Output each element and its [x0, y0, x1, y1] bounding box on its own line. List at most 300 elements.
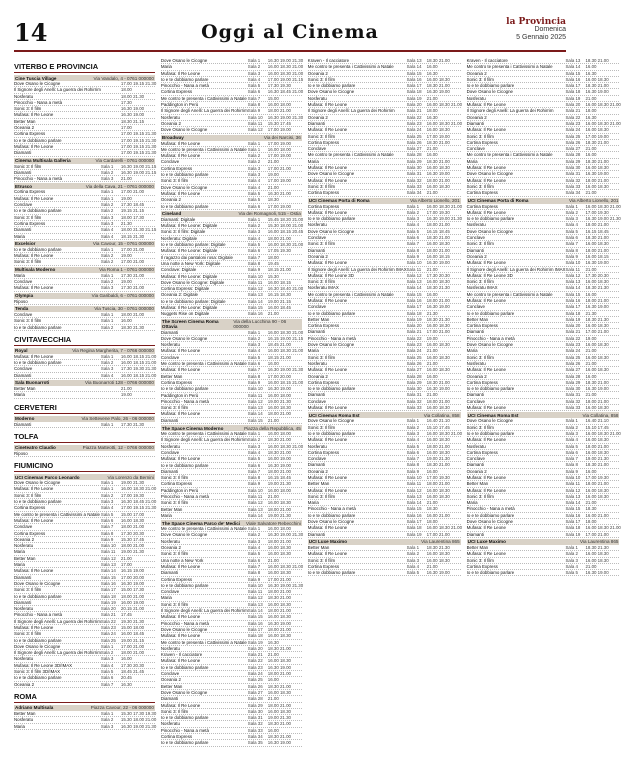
film-title: Sonic 3: Il film	[14, 631, 42, 637]
showtimes: 16.30 19.00 21.30	[426, 216, 463, 222]
screen-room: Sala 25	[406, 133, 422, 139]
showtimes: 21.00	[426, 95, 438, 101]
showtimes: 16.00 19.00	[267, 456, 291, 462]
showtime-row	[14, 234, 155, 240]
cinema-name: Cineland	[161, 211, 182, 217]
film-title: Paddington in Perù	[160, 392, 199, 398]
screen-room: Sala 11	[247, 392, 263, 398]
showtimes: 18.00	[585, 108, 597, 114]
screen-room: Sala 15	[406, 506, 422, 512]
film-title: Mufasa: Il Re Leone	[466, 475, 506, 480]
film-title: Sonic 3: Il film	[160, 708, 189, 714]
film-title: Sonic 3: Il film	[466, 557, 494, 563]
screen-room: Sala 23	[100, 625, 116, 630]
showtimes: 18.00 21.00	[267, 506, 291, 512]
film-title: Oceania 2	[14, 536, 35, 542]
screen-room: Sala 2	[100, 492, 114, 498]
screen-room: Sala 3	[100, 285, 114, 291]
film-title: Me contro te presenta i Cattivissimi a Natale	[160, 431, 247, 437]
showtimes: 18.30 21.00	[426, 379, 450, 385]
showtimes: 17.00 21.00	[426, 329, 450, 335]
cinema-address: Via Settevene Palo, 26 - 06 000000	[81, 416, 154, 422]
screen-room: Sala 15	[247, 417, 263, 423]
film-title: Dove Osano le Cicogne	[160, 184, 208, 190]
screen-room: Sala 6	[247, 248, 261, 254]
showtimes: 18.00 21.00	[426, 481, 450, 487]
film-title: Paddington in Perù	[160, 102, 199, 108]
film-title: Sonic 3: Il film	[466, 493, 494, 499]
screen-room: Sala 19	[565, 531, 581, 537]
film-title: Diamanti	[307, 531, 326, 537]
screen-room: Sala 4	[100, 227, 114, 233]
film-title: Mufasa: Il Re Leone	[160, 411, 201, 417]
film-title: Maria	[160, 595, 172, 601]
screen-room: Sala 2	[406, 424, 420, 430]
screen-room: Sala 1	[565, 203, 578, 209]
showtimes: 20.15 21.00	[120, 606, 145, 612]
showtimes: 18.00 21.30 21.15	[120, 227, 157, 233]
screen-room: Sala 5	[247, 354, 261, 360]
screen-room: Sala 4	[247, 76, 261, 82]
showtimes: 16.30 19.00	[585, 304, 609, 310]
screen-room: Sala 19	[247, 639, 263, 645]
cinema-name: Cine Tuscia Village	[15, 75, 57, 81]
film-title: Cortina Express	[307, 323, 340, 329]
showtimes: 17.00 21.00	[120, 246, 145, 252]
cinema-address: Via Garibaldi, 6 - 0761 000000	[91, 293, 154, 299]
screen-room: Sala 13	[247, 601, 263, 607]
showtimes: 18.00	[426, 519, 438, 525]
showtimes: 18.30 21.30	[585, 285, 609, 291]
showtimes: 16.00 18.30	[585, 487, 609, 493]
film-title: Diamanti	[14, 169, 32, 175]
film-title: Io e te dobbiamo parlare	[160, 76, 209, 82]
showtimes: 16.15 19.00 21.15	[267, 335, 304, 341]
screen-room: Sala 23	[247, 664, 263, 670]
film-title: Cortina Express	[14, 530, 46, 536]
film-title: Mufasa: Il Re Leone	[14, 353, 54, 359]
showtimes: 21.00	[267, 311, 279, 317]
screen-room: Sala 1	[565, 544, 578, 550]
screen-room: Sala 15	[247, 304, 263, 310]
screen-room: Sala 1	[100, 643, 114, 649]
screen-room: Sala 23	[565, 120, 581, 126]
showtimes: 19.00	[426, 335, 438, 341]
showtimes: 18.00 21.00	[585, 247, 609, 253]
film-title: Diamanti	[466, 247, 484, 253]
film-title: Il Signore degli Anelli: La guerra dei Rohirrim IMAX	[466, 266, 566, 272]
screen-room: Sala 32	[247, 721, 263, 727]
showtimes: 16.30 19.00 21.30	[585, 216, 621, 222]
screen-room: Sala 14	[565, 500, 581, 506]
showtimes: 16.00 18.30	[426, 127, 450, 133]
film-title: Me contro te presenta i Cattivissimi a Natale	[160, 95, 247, 101]
showtimes: 16.40 21.10	[426, 418, 450, 424]
film-title: Diamanti	[14, 421, 32, 427]
cinema-address: Via dei Narcisi, 36	[263, 135, 301, 141]
showtime-row	[14, 150, 155, 156]
film-title: Better Man	[160, 683, 183, 689]
screen-room: Sala 27	[565, 367, 581, 373]
showtimes: 15.30 17.45	[120, 536, 145, 542]
screen-room: Sala 16	[565, 297, 581, 303]
showtimes: 21.00	[267, 696, 279, 702]
cinema-address: Via Vandalo, 4 - 0761 000000	[93, 75, 154, 81]
cinema-name: Broadway	[161, 135, 184, 141]
film-title: Io e te dobbiamo parlare	[307, 430, 356, 436]
screen-room: Sala 6	[247, 203, 261, 209]
screen-room: Sala 1	[100, 272, 114, 278]
film-title: Una notte a New York	[160, 557, 204, 563]
showtimes: 18.00 21.00	[120, 650, 145, 656]
showtimes: 18.00 21.00	[426, 247, 450, 253]
film-title: Maria	[466, 348, 478, 354]
film-title: Conclave	[466, 235, 485, 241]
showtimes: 18.30 21.00	[585, 58, 609, 63]
film-title: Pinocchio - Nana a metà	[14, 99, 63, 105]
showtimes: 16.30 19.00 21.30	[267, 58, 304, 63]
cinema-name: The Screen Cinema Roma Ottavia	[161, 319, 219, 330]
showtimes: 16.00 18.30	[426, 493, 450, 499]
showtimes: 16.00 18.15 21.00	[120, 360, 157, 366]
showtimes: 16.00 18.30	[267, 545, 291, 551]
showtimes: 15.00 18.00	[120, 625, 145, 630]
film-title: Mufasa: Il Re Leone	[160, 614, 201, 620]
showtimes: 19.00 21.15	[120, 637, 145, 643]
screen-room: Sala 14	[247, 411, 263, 417]
screen-room: Sala 1	[247, 431, 261, 437]
showtimes: 19.00	[120, 253, 132, 259]
screen-room: Sala 17	[565, 519, 581, 525]
showtimes: 17.05 19.30	[267, 248, 291, 254]
film-title: Mufasa: Il Re Leone	[466, 405, 506, 411]
showtimes: 21.00	[585, 500, 597, 506]
screen-room	[101, 81, 121, 86]
film-title: Dove Osano le Cicogne	[160, 335, 208, 341]
film-title: Sonic 3: Il film	[466, 76, 494, 82]
showtime-row	[161, 311, 302, 317]
screen-room: Sala 4	[247, 449, 261, 455]
film-title: Mufasa: Il Re Leone	[14, 143, 54, 149]
showtimes: 18.45 21.45	[120, 669, 145, 675]
screen-room: Sala 26	[406, 360, 422, 366]
screen-room: Sala 31	[247, 715, 263, 721]
showtimes: 17.00 19.15 21.30	[120, 505, 157, 511]
showtimes: 16.00 18.30	[426, 323, 450, 329]
screen-room: Sala 13	[247, 405, 263, 411]
film-title: Diamanti	[14, 227, 32, 233]
film-title: Io e te dobbiamo parlare	[160, 664, 209, 670]
showtimes: 17.00 19.30	[426, 475, 450, 480]
screen-room: Sala 4	[565, 563, 578, 569]
showtimes: 21.00	[426, 266, 438, 272]
screen-room: Sala 20	[565, 323, 581, 329]
screen-room: Sala 2	[406, 209, 420, 215]
film-title: Kraven - Il cacciatore	[466, 58, 508, 63]
film-title: Dove Osano le Cicogne	[160, 127, 208, 133]
screen-room: Sala 32	[406, 177, 422, 183]
screen-room: Sala 31	[565, 171, 581, 177]
showtimes: 21.30	[585, 310, 597, 316]
screen-room: Sala 8	[565, 462, 578, 468]
page-header	[14, 18, 566, 48]
film-title: Oceania 2	[160, 677, 181, 683]
screen-room: Sala 11	[565, 266, 581, 272]
showtime-row	[467, 405, 620, 411]
screen-room: Sala 15	[406, 291, 422, 297]
screen-room: Sala 16	[247, 620, 263, 626]
showtimes: 18.30 21.00	[267, 645, 291, 651]
showtimes: 16.00 18.00	[267, 487, 291, 493]
screen-room: Sala 21	[100, 612, 116, 618]
film-title: Mufasa: Il Re Leone	[14, 195, 54, 201]
film-title: Sonic 3: Il film	[307, 76, 336, 82]
showtimes: 16.30 19.00	[120, 580, 145, 586]
showtimes: 15.45 18.20 21.00	[267, 216, 304, 222]
screen-room: Sala 6	[247, 361, 261, 367]
film-title: Pinocchio - Nana a metà	[160, 494, 209, 499]
showtimes: 17.00 21.00	[426, 531, 450, 537]
showtimes: 15.30 17.45	[267, 120, 291, 126]
showtimes: 21.00	[120, 555, 132, 561]
film-title: Io e te dobbiamo parlare	[307, 570, 356, 576]
showtimes: 21.00	[426, 146, 438, 152]
showtime-row	[14, 176, 155, 182]
showtimes: 21.00	[585, 95, 597, 101]
film-title: Sonic 3: Il film	[14, 587, 42, 593]
film-title: Kraven - Il cacciatore	[160, 652, 203, 658]
showtimes: 16.30 19.00	[585, 260, 609, 266]
screen-room: Sala 2	[247, 335, 261, 341]
film-title: Mufasa: Il Re Leone	[160, 563, 201, 569]
cinema-address: Via Laurentina 865	[421, 539, 460, 545]
screen-room: Sala 21	[565, 108, 581, 114]
screen-room: Sala 24	[565, 348, 581, 354]
showtimes: 16.00 18.30	[426, 183, 450, 189]
film-title: Io e te dobbiamo parlare: Digitale	[160, 298, 226, 304]
film-title: Dove Osano le Cicogne	[160, 58, 208, 63]
screen-room: Sala 7	[247, 95, 261, 101]
header-rule	[14, 50, 566, 52]
film-title: Maria	[14, 272, 25, 278]
screen-room: Sala 1	[100, 318, 114, 324]
screen-room: Sala 14	[247, 512, 263, 518]
film-title: Cortina Express	[160, 481, 193, 487]
film-title: Nosferatu	[160, 721, 180, 727]
showtimes: 18.30 21.00	[426, 158, 450, 164]
showtimes: 16.30 19.00 21.30	[120, 723, 157, 729]
showtimes: 16.30	[267, 639, 279, 645]
screen-room: Sala 13	[406, 493, 422, 499]
film-title: Riposo	[14, 450, 28, 456]
showtimes: 16.30	[585, 114, 597, 120]
showtime-row	[161, 740, 302, 746]
showtimes: 19.00	[120, 195, 132, 201]
film-title: Maria	[466, 500, 478, 506]
showtimes: 16.00 18.15 21.00	[120, 353, 157, 359]
film-title: Conclave: Digitale	[160, 267, 197, 273]
film-title: Better Man	[160, 506, 183, 512]
screen-room: Sala 32	[565, 177, 581, 183]
showtime-row	[14, 285, 155, 291]
showtimes	[121, 299, 155, 304]
film-title: Cortina Express	[466, 323, 498, 329]
film-title: Sonic 3: Il film	[14, 318, 42, 324]
screen-room: Sala 5	[406, 570, 420, 576]
screen-room: Sala 26	[406, 139, 422, 145]
film-title: Diamanti	[307, 120, 326, 126]
screen-room: Sala 2	[100, 259, 114, 265]
film-title: Better Man	[14, 385, 36, 391]
showtimes: 16.00 18.15	[585, 253, 609, 259]
film-title: Mufasa: Il Re Leone: Digitale	[160, 304, 218, 310]
film-title: Pinocchio - Nana a metà	[160, 83, 209, 89]
film-title: Dove Osano le Cicogne	[466, 418, 513, 424]
showtimes: 16.30	[426, 114, 438, 120]
showtimes: 18.00 21.00	[426, 297, 450, 303]
film-title: Sonic 3: Il film	[160, 551, 189, 557]
screen-room: Sala 3	[100, 656, 114, 662]
showtimes: 21.00	[267, 494, 279, 499]
showtimes: 16.15 18.30	[267, 292, 291, 298]
film-title: Il Signore degli Anelli: La guerra dei Rohirrim	[160, 608, 248, 614]
film-title: Dove Osano le Cicogne	[14, 580, 61, 586]
film-title: Mufasa: Il Re Leone	[14, 486, 54, 492]
screen-room: Sala 17	[565, 304, 581, 310]
screen-room: Sala 30	[565, 165, 581, 171]
showtimes: 21.00	[585, 392, 597, 398]
screen-room: Sala 17	[406, 83, 422, 89]
showtimes: 17.00	[120, 562, 132, 568]
showtimes: 17.00 19.15 21.30	[120, 150, 157, 156]
screen-room: Sala 6	[406, 449, 420, 455]
showtimes: 18.30	[267, 197, 279, 203]
screen-room: Sala 12	[565, 487, 581, 493]
screen-room: Sala 26	[565, 139, 581, 145]
film-title: Diamanti	[14, 150, 32, 156]
showtimes: 18.30 21.00	[585, 235, 609, 241]
film-title: Pinocchio - Nana a metà	[14, 176, 63, 182]
screen-room: Sala 16	[406, 512, 422, 518]
screen-room: Sala 12	[247, 500, 263, 506]
showtimes: 16.00 18.30	[267, 570, 291, 576]
film-title: Mufasa: Il Re Leone	[307, 127, 348, 133]
film-title: Una notte a New York: Digitale	[160, 260, 221, 266]
screen-room: Sala 9	[565, 468, 578, 474]
screen-room: Sala 13	[565, 493, 581, 499]
screen-room: Sala 1	[247, 526, 261, 532]
screen-room: Sala 17	[406, 519, 422, 525]
film-title: Maria	[14, 392, 25, 398]
screen-room: Sala 13	[247, 506, 263, 512]
film-title: Maria	[14, 549, 25, 555]
screen-room: Sala 3	[100, 176, 114, 182]
screen-room: Sala 10	[247, 386, 263, 392]
showtime-row	[308, 405, 461, 411]
screen-room	[101, 150, 121, 155]
film-title: Mufasa: Il Re Leone	[14, 625, 54, 630]
film-title: Mufasa: Il Re Leone	[14, 112, 54, 118]
screen-room	[101, 100, 121, 105]
screen-room: Sala 28	[247, 696, 263, 702]
film-title: Mufasa: Il Re Leone	[466, 367, 506, 373]
cinema-name: UCI Cinemas Porta di Roma	[467, 198, 529, 204]
screen-room: Sala 33	[565, 405, 581, 411]
showtimes: 16.00 18.30	[120, 517, 145, 523]
screen-room: Sala 29	[247, 702, 263, 708]
film-title: Sonic 3: Il film	[466, 354, 494, 360]
screen-room: Sala 6	[247, 557, 261, 563]
film-title: Mufasa: Il Re Leone	[307, 475, 348, 480]
showtimes: 18.30 21.30	[426, 544, 450, 550]
showtimes: 17.00 19.00	[267, 178, 291, 184]
screen-room: Sala 14	[406, 64, 422, 70]
screen-room: Sala 24	[406, 127, 422, 133]
screen-room: Sala 11	[247, 279, 263, 285]
showtimes: 16.00 18.45	[267, 304, 291, 310]
region-heading: VITERBO E PROVINCIA	[14, 62, 155, 73]
film-title: Io e te dobbiamo parlare	[466, 570, 515, 576]
screen-room: Sala 3	[247, 443, 261, 449]
showtimes: 16.30	[426, 70, 438, 76]
film-title: Mufasa: Il Re Leone	[466, 437, 506, 443]
film-title: Sonic 3: Il film	[466, 279, 494, 285]
screen-room: Sala 11	[406, 481, 422, 487]
film-title: Mufasa: Il Re Leone: Digitale	[160, 273, 218, 279]
film-title: Nosferatu IMAX	[307, 285, 339, 291]
showtimes: 17.30 20.30	[120, 662, 145, 668]
showtimes: 19.00 21.30	[120, 549, 145, 555]
showtimes: 17.30	[120, 99, 132, 105]
screen-room: Sala 7	[565, 456, 578, 462]
screen-room: Sala 1	[565, 418, 578, 424]
showtimes: 16.00 18.30	[267, 405, 291, 411]
film-title: Pinocchio - Nana a metà	[307, 506, 356, 512]
film-title: Me contro te presenta i Cattivissimi a Natale	[466, 152, 553, 158]
showtimes: 16.00 18.15	[267, 279, 291, 285]
screen-room: Sala 2	[247, 532, 261, 538]
screen-room: Sala 11	[247, 494, 263, 499]
screen-room: Sala 33	[406, 405, 422, 411]
showtimes: 16.15 18.45	[426, 228, 450, 234]
cinema-name: Multisala Moderno	[15, 267, 56, 273]
film-title: Mufasa: Il Re Leone	[160, 140, 201, 146]
film-title: Sonic 3: Il film	[307, 354, 336, 360]
film-title: Dove Osano le Cicogne	[307, 228, 355, 234]
screen-room: Sala 14	[565, 285, 581, 291]
showtimes: 16.30 19.00	[120, 112, 145, 118]
screen-room: Sala 2	[247, 153, 261, 159]
cinema-address: Piazza della Repubblica, 45	[244, 425, 301, 431]
showtimes: 17.00 21.00	[120, 259, 145, 265]
showtimes: 19.15 21.15	[120, 208, 145, 214]
showtimes: 16.30	[120, 681, 132, 687]
film-title: Io e te dobbiamo parlare	[466, 216, 515, 222]
showtimes: 16.00 18.30	[267, 708, 291, 714]
screen-room: Sala 9	[100, 536, 114, 542]
showtimes: 17.30 19.30	[267, 83, 291, 89]
film-title: Oceania 2	[14, 681, 35, 687]
screen-room: Sala 19	[406, 95, 422, 101]
film-title: Io e te dobbiamo parlare	[466, 386, 515, 392]
screen-room: Sala 34	[406, 190, 422, 196]
film-title: Better Man	[466, 544, 489, 550]
showtimes: 15.30 17.30 19.30	[120, 710, 157, 716]
screen-room: Sala 5	[100, 669, 114, 675]
screen-room: Sala 2	[100, 169, 114, 175]
showtimes: 19.00	[120, 279, 132, 285]
showtimes: 16.00	[426, 373, 438, 379]
